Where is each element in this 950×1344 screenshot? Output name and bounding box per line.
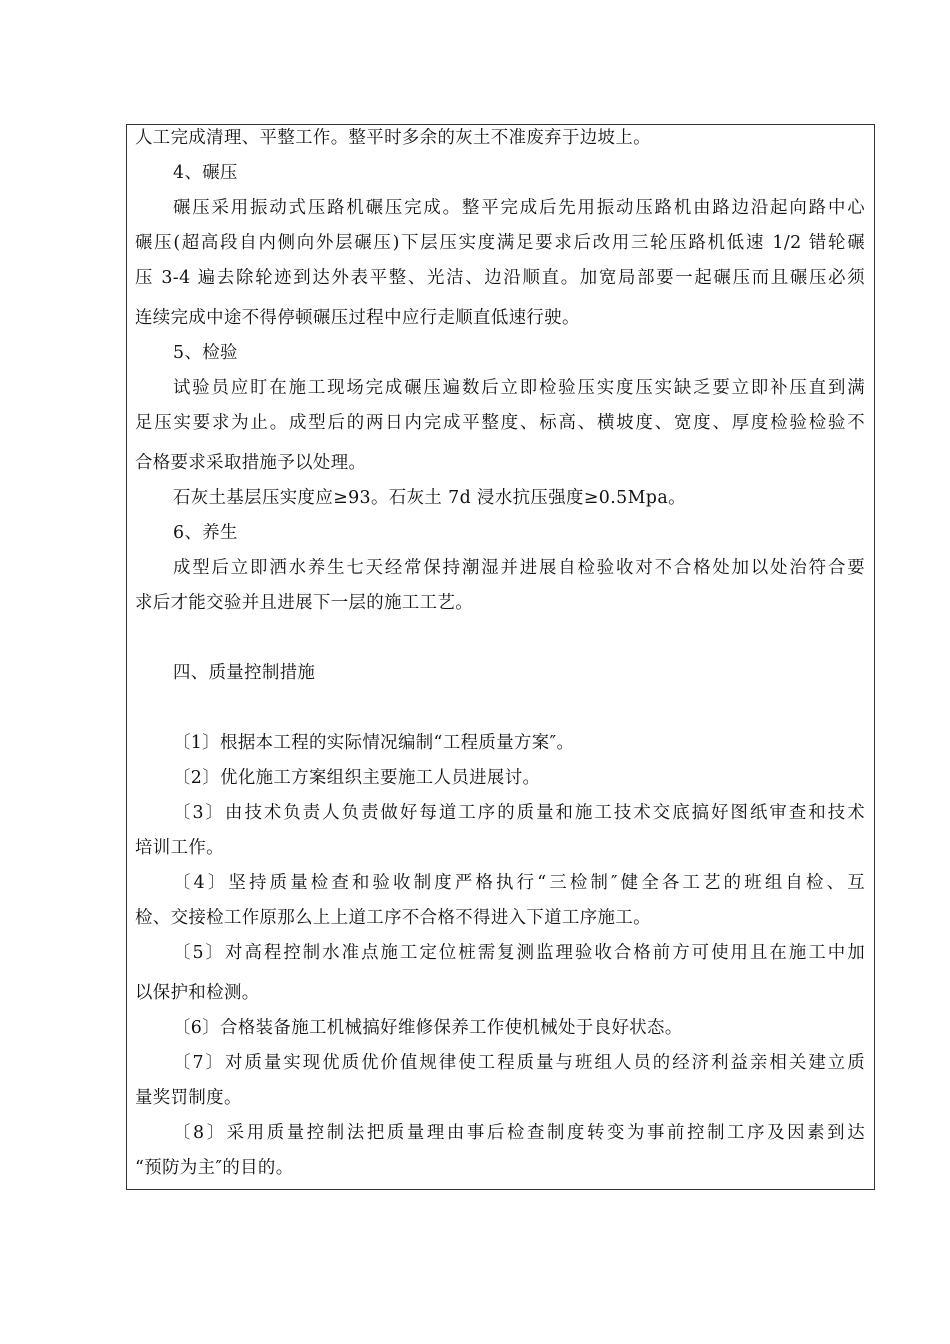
text-line: 足压实要求为止。成型后的两日内完成平整度、标高、横坡度、宽度、厚度检验检验不	[135, 413, 865, 433]
text-line: 碾压采用振动式压路机碾压完成。整平完成后先用振动压路机由路边沿起向路中心	[173, 198, 865, 218]
text-line: 合格要求采取措施予以处理。	[135, 453, 367, 473]
list-item: 〔5〕对高程控制水准点施工定位桩需复测监理验收合格前方可使用且在施工中加	[173, 943, 865, 963]
text-line: 人工完成清理、平整工作。整平时多余的灰土不准废弃于边坡上。	[135, 128, 651, 148]
list-item: 〔8〕采用质量控制法把质量理由事后检查制度转变为事前控制工序及因素到达	[173, 1123, 865, 1143]
list-item: 〔1〕根据本工程的实际情况编制“工程质量方案″。	[173, 733, 575, 753]
section-heading: 4、碾压	[173, 163, 238, 183]
list-item-continuation: 量奖罚制度。	[135, 1088, 242, 1108]
list-item-continuation: 检、交接检工作原那么上上道工序不合格不得进入下道工序施工。	[135, 908, 651, 928]
list-item-continuation: “预防为主″的目的。	[135, 1158, 294, 1178]
section-heading: 6、养生	[173, 523, 238, 543]
list-item: 〔6〕合格装备施工机械搞好维修保养工作使机械处于良好状态。	[173, 1018, 683, 1038]
text-line: 连续完成中途不得停顿碾压过程中应行走顺直低速行驶。	[135, 308, 580, 328]
text-line: 压 3-4 遍去除轮迹到达外表平整、光洁、边沿顺直。加宽局部要一起碾压而且碾压必须	[135, 268, 865, 288]
list-item-continuation: 以保护和检测。	[135, 983, 260, 1003]
list-item: 〔7〕对质量实现优质优价值规律使工程质量与班组人员的经济利益亲相关建立质	[173, 1053, 865, 1073]
list-item-continuation: 培训工作。	[135, 838, 224, 858]
text-line: 石灰土基层压实度应≥93。石灰土 7d 浸水抗压强度≥0.5Mpa。	[173, 488, 686, 508]
section-heading: 四、质量控制措施	[173, 663, 316, 683]
text-line: 成型后立即洒水养生七天经常保持潮湿并进展自检验收对不合格处加以处治符合要	[173, 558, 865, 578]
text-line: 碾压(超高段自内侧向外层碾压)下层压实度满足要求后改用三轮压路机低速 1/2 错轮碾	[135, 233, 865, 253]
section-heading: 5、检验	[173, 343, 238, 363]
list-item: 〔4〕坚持质量检查和验收制度严格执行“三检制″健全各工艺的班组自检、互	[173, 873, 865, 893]
list-item: 〔3〕由技术负责人负责做好每道工序的质量和施工技术交底搞好图纸审查和技术	[173, 803, 865, 823]
text-line: 试验员应盯在施工现场完成碾压遍数后立即检验压实度压实缺乏要立即补压直到满	[173, 378, 865, 398]
list-item: 〔2〕优化施工方案组织主要施工人员进展讨。	[173, 768, 541, 788]
text-line: 求后才能交验并且进展下一层的施工工艺。	[135, 593, 474, 613]
